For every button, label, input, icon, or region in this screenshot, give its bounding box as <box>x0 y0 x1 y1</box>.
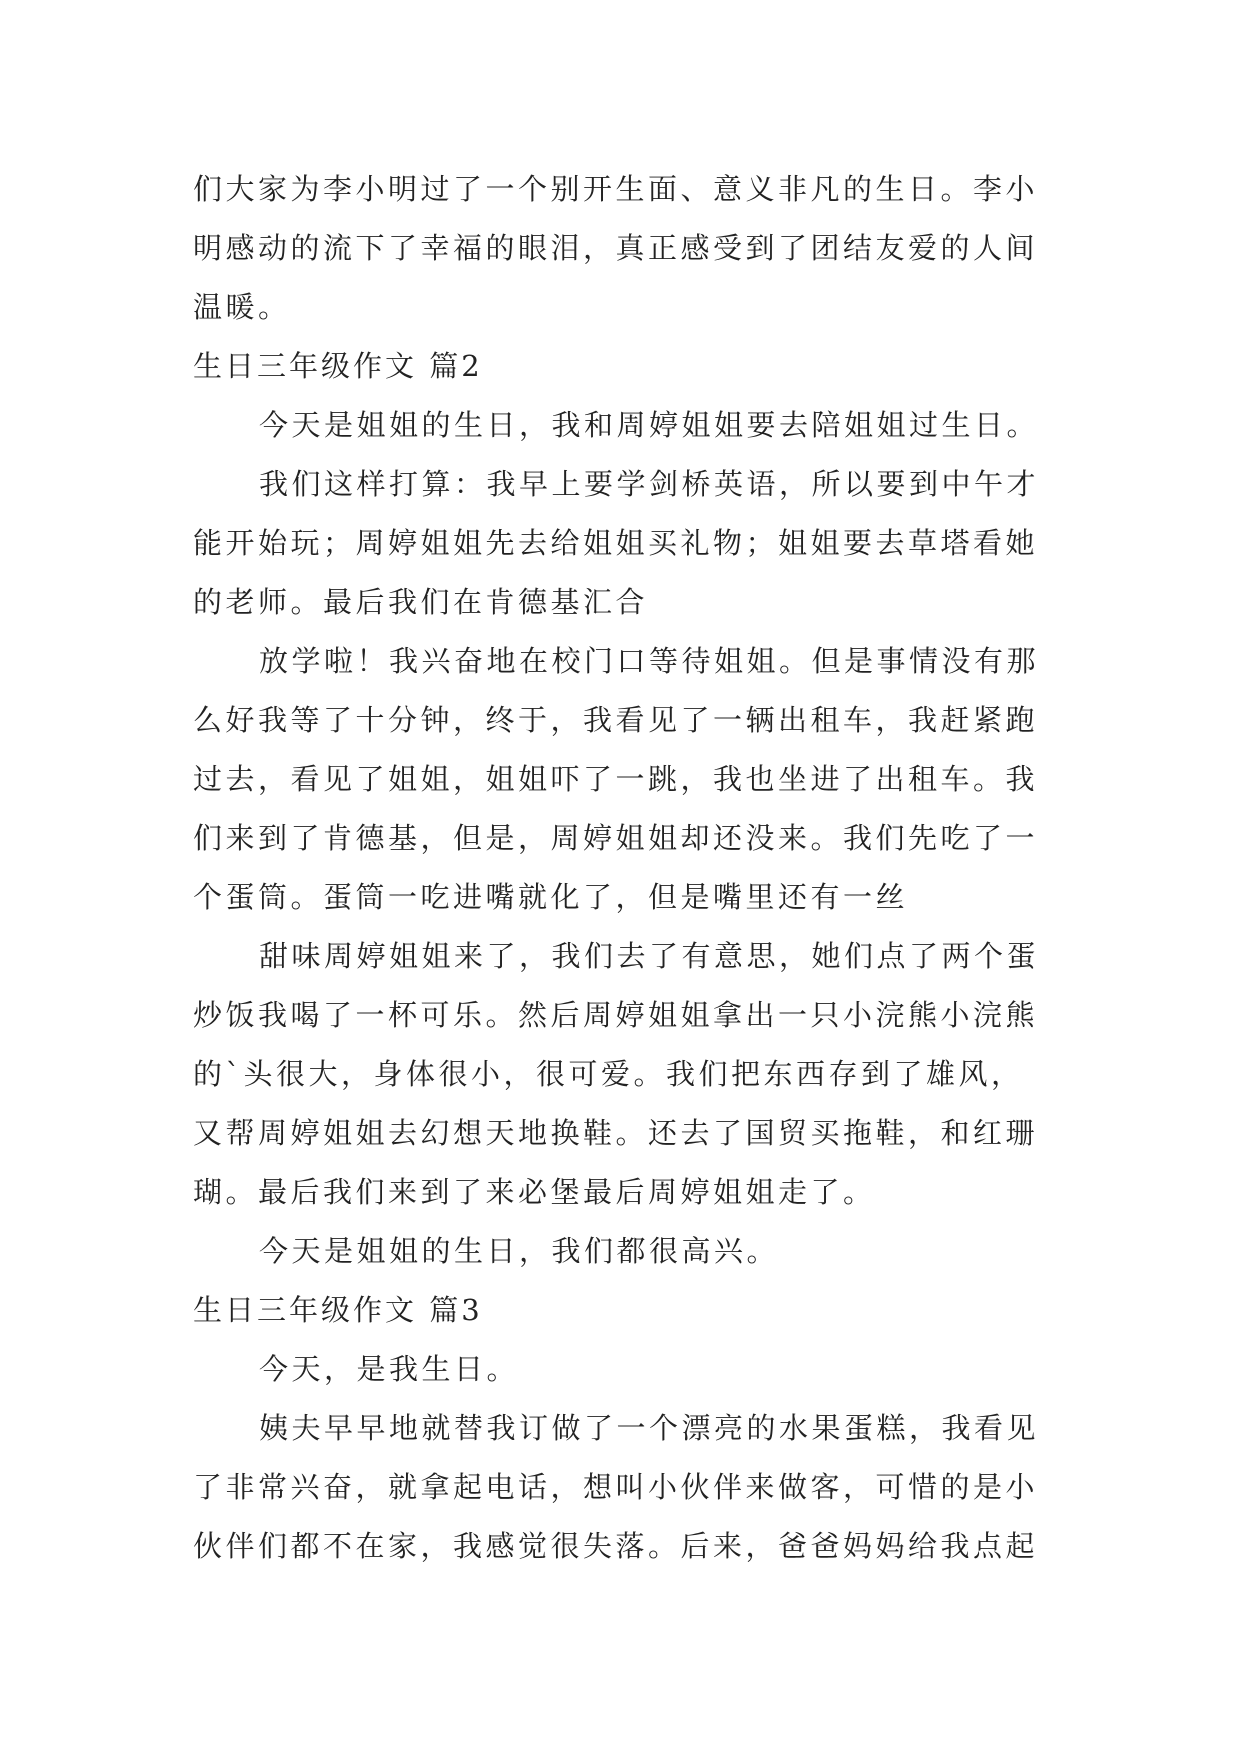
paragraph-line: 的`头很大，身体很小，很可爱。我们把东西存到了雄风， <box>193 1057 1024 1091</box>
section-heading: 生日三年级作文 篇2 <box>193 349 483 383</box>
paragraph-line: 个蛋筒。蛋筒一吃进嘴就化了，但是嘴里还有一丝 <box>193 880 909 914</box>
paragraph-line: 又帮周婷姐姐去幻想天地换鞋。还去了国贸买拖鞋，和红珊 <box>193 1116 1039 1150</box>
paragraph-line: 甜味周婷姐姐来了，我们去了有意思，她们点了两个蛋 <box>259 939 1040 973</box>
paragraph-line: 放学啦！我兴奋地在校门口等待姐姐。但是事情没有那 <box>259 644 1040 678</box>
paragraph-line: 能开始玩；周婷姐姐先去给姐姐买礼物；姐姐要去草塔看她 <box>193 526 1039 560</box>
paragraph-line: 么好我等了十分钟，终于，我看见了一辆出租车，我赶紧跑 <box>193 703 1039 737</box>
paragraph-line: 的老师。最后我们在肯德基汇合 <box>193 585 649 619</box>
paragraph-line: 今天，是我生日。 <box>259 1352 520 1386</box>
section-heading: 生日三年级作文 篇3 <box>193 1293 483 1327</box>
paragraph-line: 今天是姐姐的生日，我和周婷姐姐要去陪姐姐过生日。 <box>259 408 1040 442</box>
paragraph-line: 今天是姐姐的生日，我们都很高兴。 <box>259 1234 780 1268</box>
paragraph-line: 了非常兴奋，就拿起电话，想叫小伙伴来做客，可惜的是小 <box>193 1470 1039 1504</box>
paragraph-line: 们大家为李小明过了一个别开生面、意义非凡的生日。李小 <box>193 172 1039 206</box>
document-page <box>193 160 1063 1576</box>
paragraph-line: 过去，看见了姐姐，姐姐吓了一跳，我也坐进了出租车。我 <box>193 762 1039 796</box>
paragraph-line: 温暖。 <box>193 290 291 324</box>
paragraph-line: 明感动的流下了幸福的眼泪，真正感受到了团结友爱的人间 <box>193 231 1039 265</box>
paragraph-line: 姨夫早早地就替我订做了一个漂亮的水果蛋糕，我看见 <box>259 1411 1040 1445</box>
paragraph-line: 我们这样打算：我早上要学剑桥英语，所以要到中午才 <box>259 467 1040 501</box>
paragraph-line: 炒饭我喝了一杯可乐。然后周婷姐姐拿出一只小浣熊小浣熊 <box>193 998 1039 1032</box>
paragraph-line: 伙伴们都不在家，我感觉很失落。后来，爸爸妈妈给我点起 <box>193 1529 1039 1563</box>
paragraph-line: 们来到了肯德基，但是，周婷姐姐却还没来。我们先吃了一 <box>193 821 1039 855</box>
paragraph-line: 瑚。最后我们来到了来必堡最后周婷姐姐走了。 <box>193 1175 876 1209</box>
